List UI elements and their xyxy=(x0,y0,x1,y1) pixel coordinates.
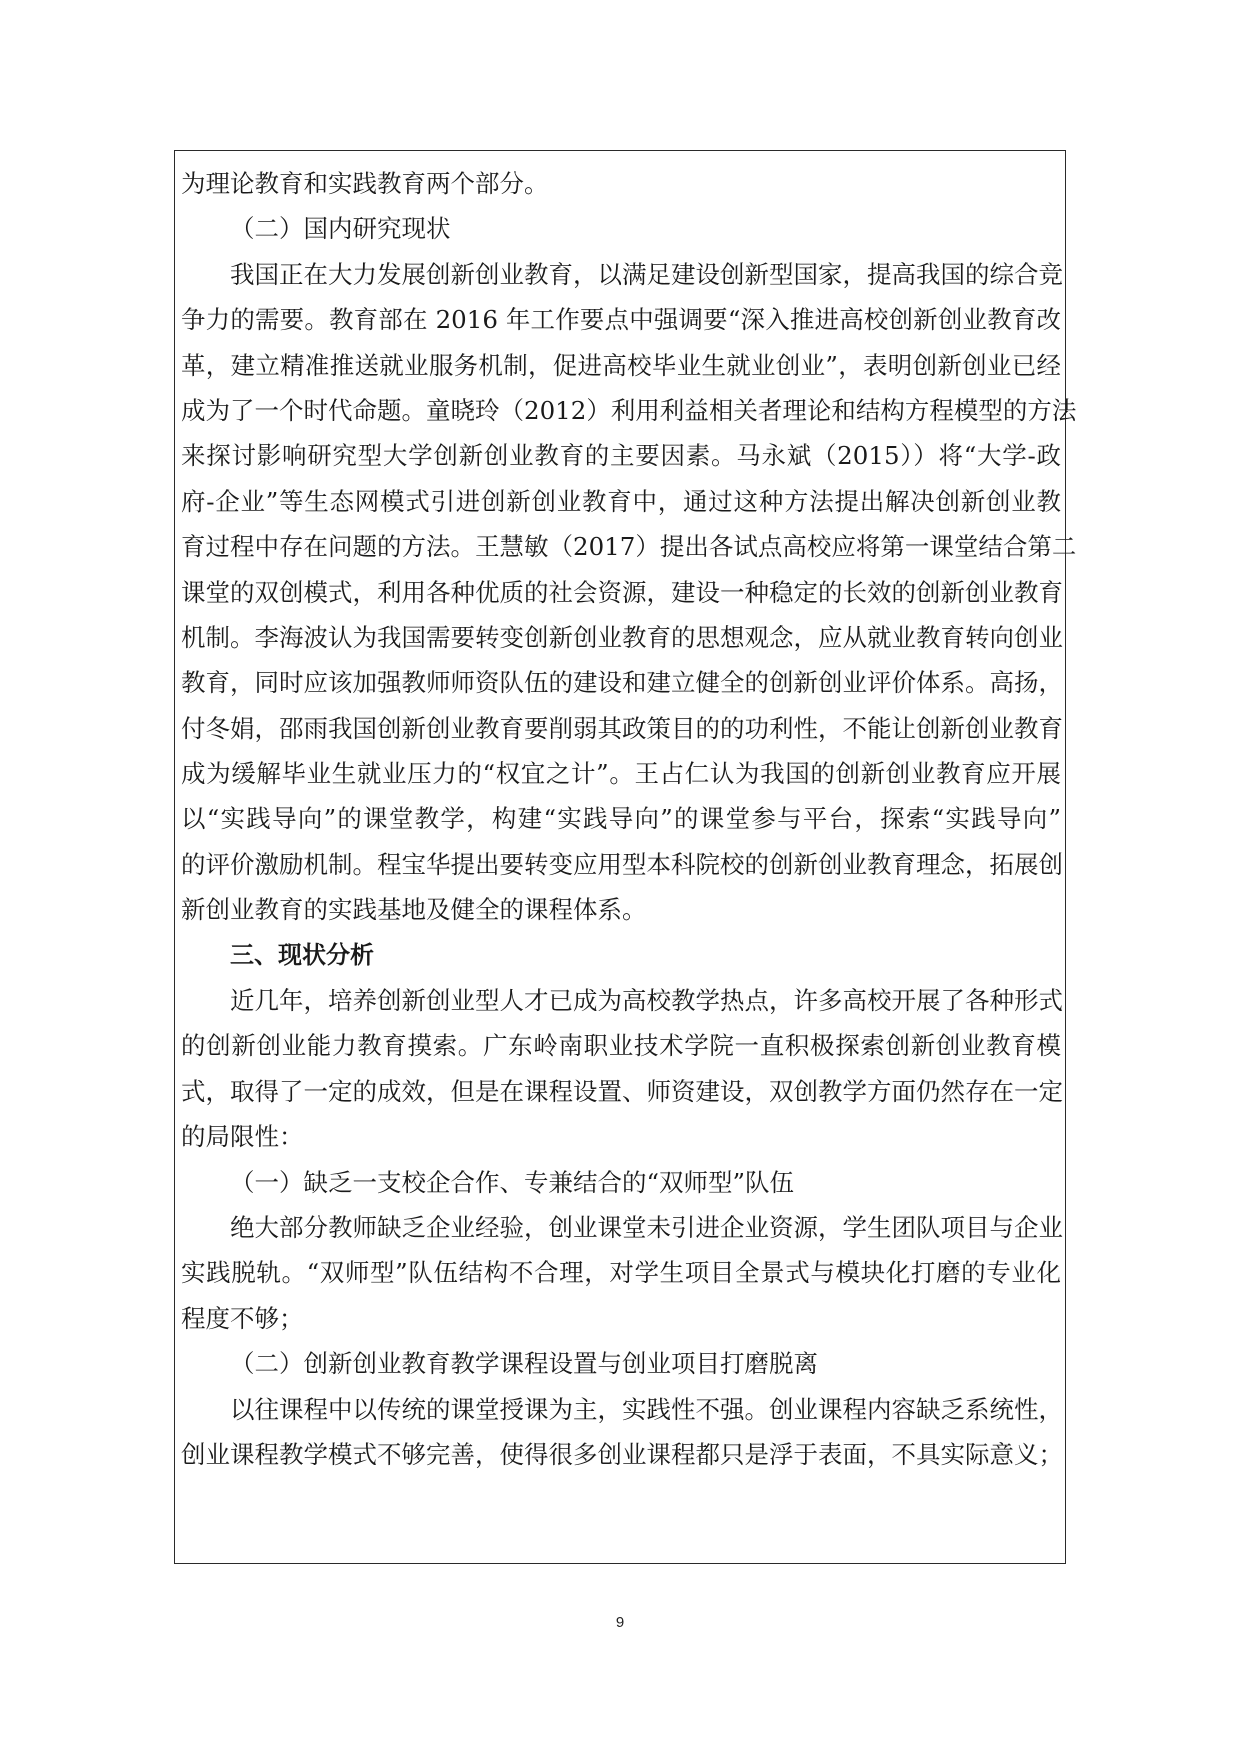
text-line: 付冬娟，邵雨我国创新创业教育要削弱其政策目的的功利性，不能让创新创业教育 xyxy=(181,713,1063,743)
subheading-curriculum-disconnect: （二）创新创业教育教学课程设置与创业项目打磨脱离 xyxy=(230,1349,818,1379)
page-number: 9 xyxy=(615,1614,625,1631)
text-line: 争力的需要。教育部在 2016 年工作要点中强调要“深入推进高校创新创业教育改 xyxy=(181,305,1061,335)
text-line: 新创业教育的实践基地及健全的课程体系。 xyxy=(181,895,647,925)
text-line: 为理论教育和实践教育两个部分。 xyxy=(181,169,549,198)
text-line: 近几年，培养创新创业型人才已成为高校教学热点，许多高校开展了各种形式 xyxy=(230,986,1063,1016)
text-line: 成为缓解毕业生就业压力的“权宜之计”。王占仁认为我国的创新创业教育应开展 xyxy=(181,759,1061,789)
text-line: 府-企业”等生态网模式引进创新创业教育中，通过这种方法提出解决创新创业教 xyxy=(181,486,1061,516)
text-line: 机制。李海波认为我国需要转变创新创业教育的思想观念，应从就业教育转向创业 xyxy=(181,622,1063,652)
text-line: 程度不够； xyxy=(181,1303,304,1333)
subheading-dual-teacher-team: （一）缺乏一支校企合作、专兼结合的“双师型”队伍 xyxy=(230,1167,795,1197)
text-line: 的创新创业能力教育摸索。广东岭南职业技术学院一直积极探索创新创业教育模 xyxy=(181,1031,1061,1061)
text-line: 来探讨影响研究型大学创新创业教育的主要因素。马永斌（2015））将“大学-政 xyxy=(181,441,1061,471)
text-line: 育过程中存在问题的方法。王慧敏（2017）提出各试点高校应将第一课堂结合第二 xyxy=(181,532,1077,562)
text-line: 我国正在大力发展创新创业教育，以满足建设创新型国家，提高我国的综合竞 xyxy=(230,259,1063,289)
text-line: 式，取得了一定的成效，但是在课程设置、师资建设，双创教学方面仍然存在一定 xyxy=(181,1076,1063,1106)
content-table-cell xyxy=(174,150,1077,1564)
text-line: 教育，同时应该加强教师师资队伍的建设和建立健全的创新创业评价体系。高扬， xyxy=(181,668,1063,698)
text-line: 以往课程中以传统的课堂授课为主，实践性不强。创业课程内容缺乏系统性， xyxy=(230,1394,1063,1424)
text-line: 课堂的双创模式，利用各种优质的社会资源，建设一种稳定的长效的创新创业教育 xyxy=(181,577,1063,607)
text-line: 成为了一个时代命题。童晓玲（2012）利用利益相关者理论和结构方程模型的方法 xyxy=(181,395,1077,425)
text-line: 以“实践导向”的课堂教学，构建“实践导向”的课堂参与平台，探索“实践导向” xyxy=(181,804,1061,834)
text-line: 创业课程教学模式不够完善，使得很多创业课程都只是浮于表面，不具实际意义； xyxy=(181,1439,1063,1469)
body-text xyxy=(175,151,1077,1477)
text-line: 的评价激励机制。程宝华提出要转变应用型本科院校的创新创业教育理念，拓展创 xyxy=(181,849,1063,879)
text-line: 的局限性： xyxy=(181,1122,304,1152)
text-line: 实践脱轨。“双师型”队伍结构不合理，对学生项目全景式与模块化打磨的专业化 xyxy=(181,1258,1061,1288)
section-heading-status-analysis: 三、现状分析 xyxy=(230,940,374,969)
text-line: 绝大部分教师缺乏企业经验，创业课堂未引进企业资源，学生团队项目与企业 xyxy=(230,1212,1063,1242)
text-line: 革，建立精准推送就业服务机制，促进高校毕业生就业创业”，表明创新创业已经 xyxy=(181,350,1061,380)
subheading-domestic-research: （二）国内研究现状 xyxy=(230,214,451,244)
